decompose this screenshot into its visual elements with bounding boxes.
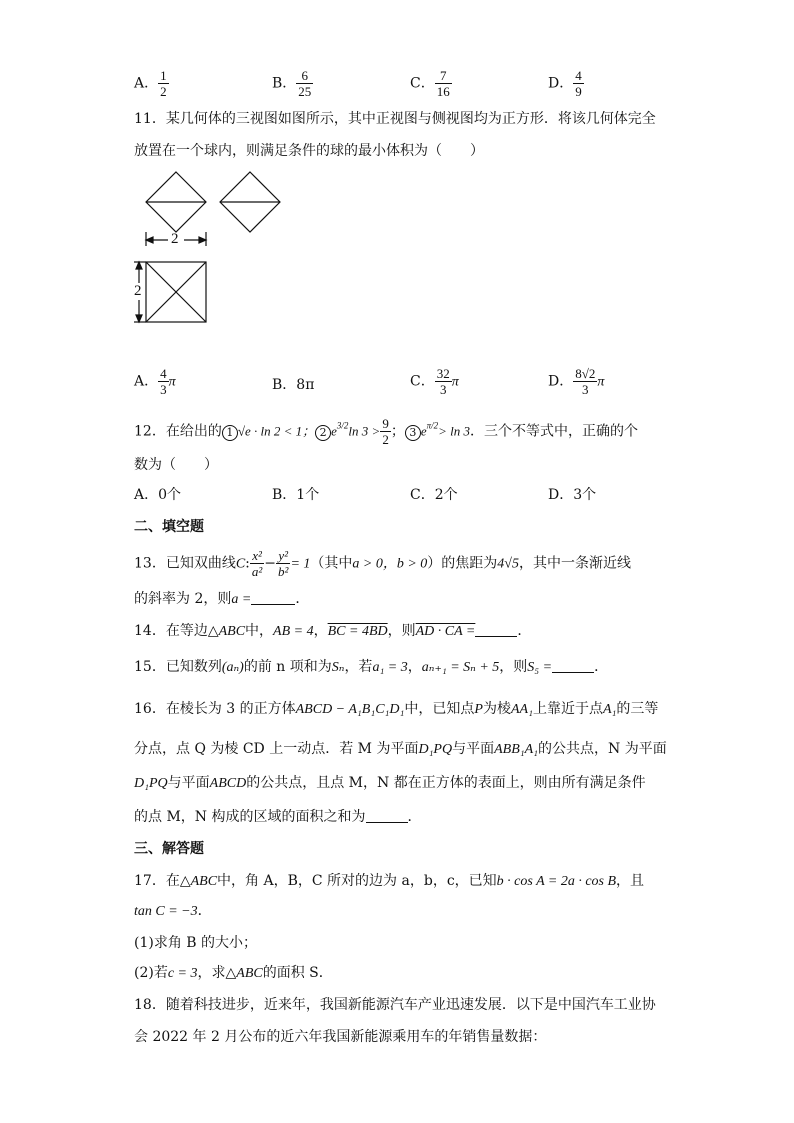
section-fill-in: 二、填空题 bbox=[134, 519, 204, 535]
q14: 14．在等边△ABC中，AB = 4，BC = 4BD，则AD · CA = ． bbox=[134, 623, 532, 639]
q16-line2: 分点，点 Q 为棱 CD 上一动点．若 M 为平面D₁PQ与平面ABB₁A₁的公共点，N 为平面 bbox=[134, 741, 667, 757]
q16-line4: 的点 M，N 构成的区域的面积之和为 ． bbox=[134, 809, 422, 825]
q14-answer-blank[interactable] bbox=[475, 622, 517, 637]
q13-answer-blank[interactable] bbox=[251, 590, 295, 605]
q18-line1: 18．随着科技进步，近来年，我国新能源汽车产业迅速发展．以下是中国汽车工业协 bbox=[134, 997, 656, 1013]
dim-height-label: 2 bbox=[134, 283, 142, 299]
dim-width-label: 2 bbox=[171, 231, 179, 247]
q18-line2: 会 2022 年 2 月公布的近六年我国新能源乘用车的年销售量数据： bbox=[134, 1029, 547, 1045]
q16-answer-blank[interactable] bbox=[366, 808, 408, 823]
q11-line1: 11．某几何体的三视图如图所示，其中正视图与侧视图均为正方形．将该几何体完全 bbox=[134, 111, 656, 127]
q11-option-a: A． $\frac{4}{3}$ π bbox=[134, 366, 176, 397]
q15: 15．已知数列(aₙ)的前 n 项和为Sₙ，若a₁ = 3，aₙ₊₁ = Sₙ + 5，则S₅ = ． bbox=[134, 659, 609, 675]
q10-option-d: D． $\frac{4}{9}$ bbox=[548, 68, 582, 99]
q17-part1: (1)求角 B 的大小； bbox=[134, 935, 258, 951]
q17-part2: (2)若c = 3，求△ABC的面积 S． bbox=[134, 965, 333, 981]
q16-line1: 16．在棱长为 3 的正方体ABCD − A₁B₁C₁D₁中，已知点P为棱AA₁上靠近于点A₁的三等 bbox=[134, 701, 659, 717]
q11-line2: 放置在一个球内，则满足条件的球的最小体积为（ ） bbox=[134, 143, 484, 159]
q17-line2: tan C = −3． bbox=[134, 903, 212, 919]
q12-option-c: C．2个 bbox=[410, 487, 458, 503]
q12-line1: 12．在给出的 1 √e · ln 2 < 1； 2 $e^{3/2}\ln$ 3 > $\frac{9}{2}$ ； 3 $e^{\pi/2}> \ln 3$．三个不等式中，正确的个 bbox=[134, 416, 638, 447]
q10-option-a: A． $\frac{1}{2}$ bbox=[134, 68, 167, 99]
q11-option-d: D． $\frac{8√2}{3}$ π bbox=[548, 366, 605, 397]
q12-line2: 数为（ ） bbox=[134, 457, 218, 473]
q10-option-c: C． $\frac{7}{16}$ bbox=[410, 68, 450, 99]
q13-line2: 的斜率为 2，则a = ． bbox=[134, 591, 310, 607]
q12-option-b: B．1个 bbox=[272, 487, 320, 503]
q12-option-a: A．0个 bbox=[134, 487, 182, 503]
q15-answer-blank[interactable] bbox=[552, 658, 594, 673]
q13-line1: 13．已知双曲线C: $\frac{\text{x²}}{\text{a²}}$ − $\frac{\text{y²}}{\text{b²}}$ = 1（其中a > 0，b > 0）的焦距为4√5，其中一条渐近线 bbox=[134, 548, 631, 579]
q11-option-c: C． $\frac{32}{3}$ π bbox=[410, 366, 459, 397]
q16-line3: D₁PQ与平面ABCD的公共点，且点 M，N 都在正方体的表面上，则由所有满足条件 bbox=[134, 775, 646, 791]
q12-option-d: D．3个 bbox=[548, 487, 597, 503]
section-solutions: 三、解答题 bbox=[134, 841, 204, 857]
q11-option-b: B．8π bbox=[272, 377, 315, 393]
q10-option-b: B． $\frac{6}{25}$ bbox=[272, 68, 312, 99]
q17-line1: 17．在△ABC中，角 A，B，C 所对的边为 a，b，c，已知b · cos A = 2a · cos B，且 bbox=[134, 873, 645, 889]
